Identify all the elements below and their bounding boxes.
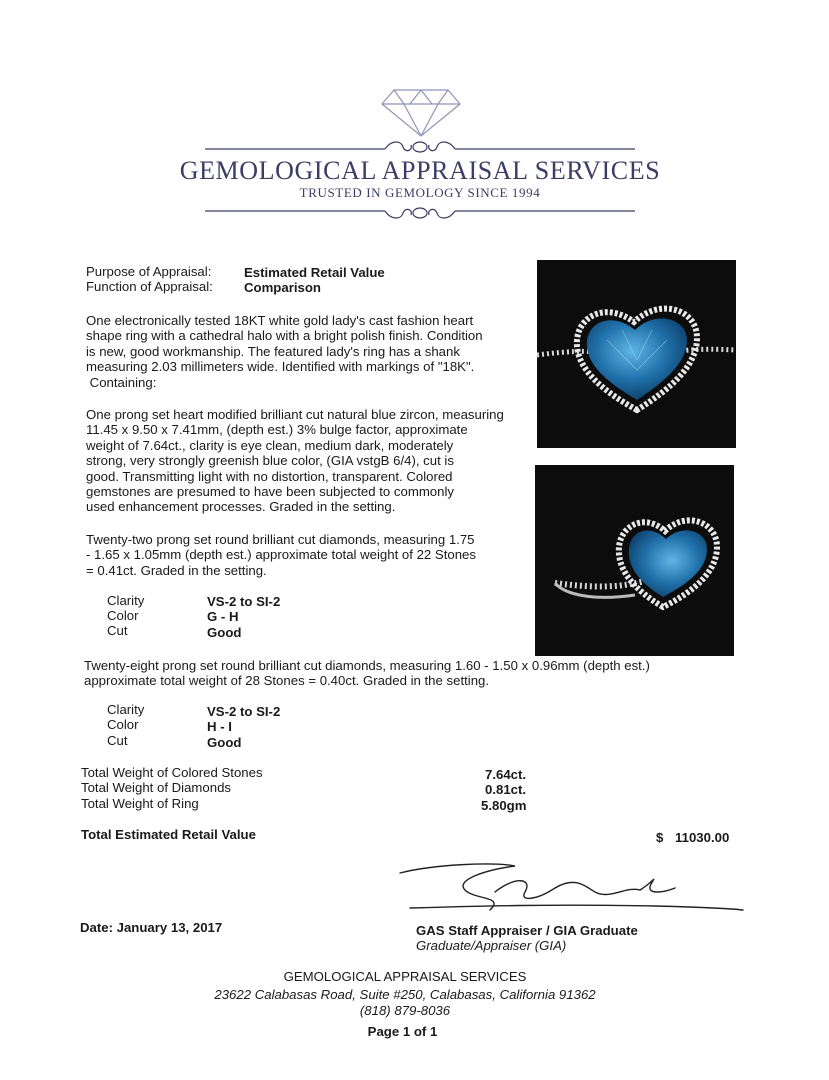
currency-symbol: $ — [656, 830, 664, 845]
page-number: Page 1 of 1 — [367, 1024, 438, 1039]
total-retail-value: 11030.00 — [675, 830, 730, 845]
signature-icon — [395, 856, 745, 918]
description-line: shape ring with a cathedral halo with a bright polish finish. Condition — [86, 328, 483, 344]
scroll-ornament-icon — [205, 136, 635, 158]
description-line: good. Transmitting light with no distortion, transparent. Colored — [86, 468, 453, 484]
appraisal-date: Date: January 13, 2017 — [80, 920, 223, 935]
center-stone-description — [86, 407, 526, 515]
footer-address: 23622 Calabasas Road, Suite #250, Calabasas, California 91362 — [214, 987, 596, 1002]
total-value: 5.80gm — [481, 798, 527, 813]
description-line: One prong set heart modified brilliant cut natural blue zircon, measuring — [86, 407, 504, 422]
grade-label: Color — [107, 608, 139, 623]
diamonds-group1-description — [86, 532, 526, 578]
purpose-value: Estimated Retail Value — [244, 265, 385, 280]
ring-description — [86, 313, 526, 390]
grade-label: Cut — [107, 733, 128, 748]
description-line: Containing: — [86, 374, 157, 390]
total-label: Total Weight of Ring — [81, 796, 199, 811]
description-line: used enhancement processes. Graded in the setting. — [86, 499, 396, 515]
ring-photo-side — [535, 465, 734, 656]
description-line: One electronically tested 18KT white gold lady's cast fashion heart — [86, 313, 474, 328]
description-line: is new, good workmanship. The featured lady's ring has a shank — [86, 343, 460, 359]
description-line: - 1.65 x 1.05mm (depth est.) approximate total weight of 22 Stones — [86, 547, 476, 563]
description-line: Twenty-two prong set round brilliant cut diamonds, measuring 1.75 — [86, 532, 475, 547]
appraiser-subtitle: Graduate/Appraiser (GIA) — [416, 938, 567, 953]
description-line: approximate total weight of 28 Stones = 0.40ct. Graded in the setting. — [84, 673, 490, 689]
grade-label: Clarity — [107, 593, 145, 608]
grade-value: VS-2 to SI-2 — [207, 594, 281, 609]
company-name: GEMOLOGICAL APPRAISAL SERVICES — [179, 156, 661, 185]
description-line: measuring 2.03 millimeters wide. Identified with markings of "18K". — [86, 359, 475, 375]
function-value: Comparison — [244, 280, 321, 295]
company-tagline: TRUSTED IN GEMOLOGY SINCE 1994 — [299, 185, 541, 200]
description-line: strong, very strongly greenish blue color, (GIA vstgB 6/4), cut is — [86, 453, 454, 469]
description-line: weight of 7.64ct., clarity is eye clean, medium dark, moderately — [86, 437, 454, 453]
total-value: 0.81ct. — [485, 782, 527, 797]
logo-block — [0, 80, 829, 230]
purpose-label: Purpose of Appraisal: — [86, 264, 212, 279]
total-retail-label: Total Estimated Retail Value — [81, 827, 256, 842]
total-label: Total Weight of Colored Stones — [81, 765, 263, 780]
total-value: 7.64ct. — [485, 767, 527, 782]
grade-value: H - I — [207, 719, 232, 734]
description-line: Twenty-eight prong set round brilliant cut diamonds, measuring 1.60 - 1.50 x 0.96mm (depth est.) — [84, 658, 650, 673]
diamonds-group2-description — [84, 658, 704, 689]
grade-value: VS-2 to SI-2 — [207, 704, 281, 719]
function-label: Function of Appraisal: — [86, 279, 213, 294]
footer-company: GEMOLOGICAL APPRAISAL SERVICES — [283, 969, 527, 984]
grade-label: Clarity — [107, 702, 145, 717]
grade-value: Good — [207, 625, 242, 640]
footer-phone: (818) 879-8036 — [359, 1003, 451, 1018]
description-line: gemstones are presumed to have been subjected to commonly — [86, 484, 454, 500]
grade-label: Color — [107, 717, 139, 732]
diamond-logo-icon — [380, 86, 462, 138]
total-label: Total Weight of Diamonds — [81, 780, 232, 795]
grade-value: Good — [207, 735, 242, 750]
grade-label: Cut — [107, 623, 128, 638]
grade-value: G - H — [207, 609, 239, 624]
appraiser-title: GAS Staff Appraiser / GIA Graduate — [416, 923, 638, 938]
scroll-ornament-icon — [205, 202, 635, 224]
ring-photo-top — [537, 260, 736, 448]
description-line: = 0.41ct. Graded in the setting. — [86, 562, 267, 578]
description-line: 11.45 x 9.50 x 7.41mm, (depth est.) 3% bulge factor, approximate — [86, 422, 468, 438]
